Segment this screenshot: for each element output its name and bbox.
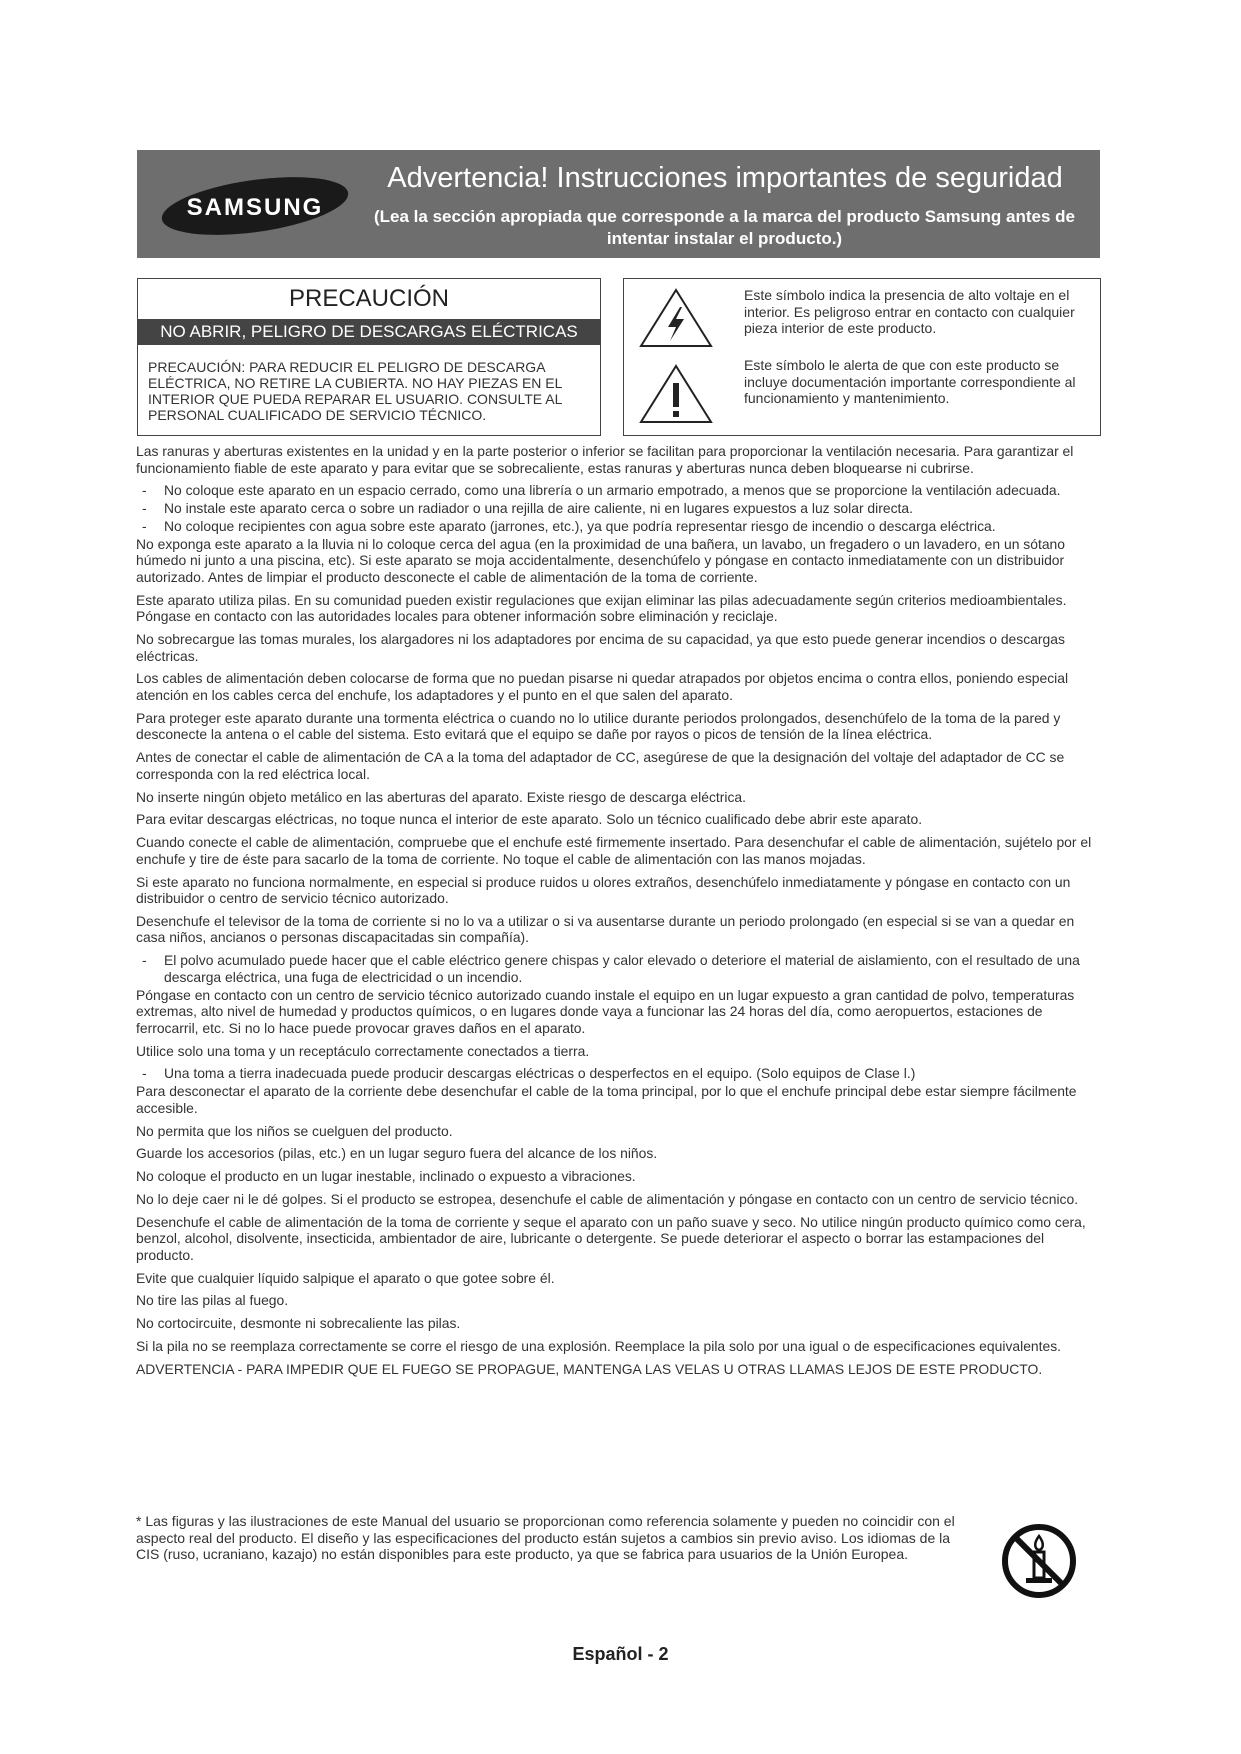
paragraph: Para proteger este aparato durante una tormenta eléctrica o cuando no lo utilice durante periodos prolongados, desenchúfelo de la toma de la pared y desconecte la antena o el cable del sistema. Esto evitará que el equipo se dañe por rayos o picos de tensión de la línea eléctrica.: [136, 709, 1061, 743]
paragraph: Cuando conecte el cable de alimentación, compruebe que el enchufe esté firmemente insertado. Para desenchufar el cable de alimentación, sujételo por el enchufe y tire de éste para sacarlo de la toma de corriente. No toque el cable de alimentación con las manos mojadas.: [136, 834, 1092, 867]
paragraph: Guarde los accesorios (pilas, etc.) en un lugar seguro fuera del alcance de los niños.: [136, 1145, 658, 1162]
paragraph: ADVERTENCIA - PARA IMPEDIR QUE EL FUEGO SE PROPAGUE, MANTENGA LAS VELAS U OTRAS LLAMAS LEJOS DE ESTE PRODUCTO.: [136, 1360, 1043, 1377]
voltage-symbol-row: [624, 279, 1100, 357]
paragraph: No exponga este aparato a la lluvia ni lo coloque cerca del agua (en la proximidad de una bañera, un lavabo, un fregadero o un lavadero, en un sótano húmedo ni junto a una piscina, etc). Si este aparato se moja accidentalmente, desenchúfelo y póngase en contacto inmediatamente con un distribuidor autorizado. Antes de limpiar el producto desconecte el cable de alimentación de la toma de corriente.: [136, 535, 1066, 585]
alert-symbol-row: [624, 357, 1100, 435]
caution-box: [137, 278, 601, 436]
paragraph: Los cables de alimentación deben colocarse de forma que no puedan pisarse ni quedar atrapados por objetos encima o contra ellos, poniendo especial atención en los cables cerca del enchufe, los adaptadores y el punto en el que salen del aparato.: [136, 670, 1069, 704]
paragraph: Este aparato utiliza pilas. En su comunidad pueden existir regulaciones que exijan eliminar las pilas adecuadamente según criterios medioambientales. Póngase en contacto con las autoridades locales para obtener información sobre eliminación y reciclaje.: [136, 591, 1067, 625]
high-voltage-icon: [638, 287, 714, 349]
paragraph: Antes de conectar el cable de alimentación de CA a la toma del adaptador de CC, asegúrese de que la designación del voltaje del adaptador de CC se corresponda con la red eléctrica local.: [136, 749, 1065, 782]
paragraph: No lo deje caer ni le dé golpes. Si el producto se estropea, desenchufe el cable de alimentación y póngase en contacto con un centro de servicio técnico.: [136, 1190, 1079, 1207]
alert-symbol-text: Este símbolo le alerta de que con este producto se incluye documentación importante correspondiente al funcionamiento y mantenimiento.: [744, 357, 1076, 406]
bullet-item: - No coloque este aparato en un espacio cerrado, como una librería o un armario empotrado, a menos que se proporcione la ventilación adecuada.: [136, 482, 1104, 499]
exclamation-warning-icon: [638, 363, 714, 425]
paragraph: Para evitar descargas eléctricas, no toque nunca el interior de este aparato. Solo un técnico cualificado debe abrir este aparato.: [136, 811, 923, 828]
paragraph: No coloque el producto en un lugar inestable, inclinado o expuesto a vibraciones.: [136, 1168, 636, 1185]
paragraph: No inserte ningún objeto metálico en las aberturas del aparato. Existe riesgo de descarga eléctrica.: [136, 788, 746, 805]
paragraph: Si la pila no se reemplaza correctamente se corre el riesgo de una explosión. Reemplace la pila solo por una igual o de especificaciones equivalentes.: [136, 1337, 1062, 1354]
page-title: Advertencia! Instrucciones importantes de seguridad: [387, 162, 1063, 194]
no-candle-icon: [1000, 1522, 1078, 1600]
paragraph: Las ranuras y aberturas existentes en la unidad y en la parte posterior o inferior se facilitan para proporcionar la ventilación necesaria. Para garantizar el funcionamiento fiable de este aparato y para evitar que se sobrecaliente, estas ranuras y aberturas nunca deben bloquearse ni cubrirse.: [136, 443, 1074, 476]
symbols-box: [623, 278, 1101, 436]
footnote: * Las figuras y las ilustraciones de este Manual del usuario se proporcionan como referencia solamente y pueden no coincidir con el aspecto real del producto. El diseño y las especificaciones del producto están sujetos a cambios sin previo aviso. Los idiomas de la CIS (ruso, ucraniano, kazajo) no están disponibles para este producto, ya que se fabrica para usuarios de la Unión Europea.: [136, 1513, 955, 1563]
page-subtitle: (Lea la sección apropiada que corresponde a la marca del producto Samsung antes de intentar instalar el producto.): [374, 207, 1075, 248]
page-number: Español - 2: [572, 1644, 669, 1664]
paragraph: Utilice solo una toma y un receptáculo correctamente conectados a tierra.: [136, 1042, 590, 1059]
caution-body: PRECAUCIÓN: PARA REDUCIR EL PELIGRO DE DESCARGA ELÉCTRICA, NO RETIRE LA CUBIERTA. NO HAY PIEZAS EN EL INTERIOR QUE PUEDA REPARAR EL USUARIO. CONSULTE AL PERSONAL CUALIFICADO DE SERVICIO TÉCNICO.: [148, 359, 562, 423]
header-banner: [137, 150, 1100, 258]
paragraph: Desenchufe el cable de alimentación de la toma de corriente y seque el aparato con un paño suave y seco. No utilice ningún producto químico como cera, benzol, alcohol, disolvente, insecticida, ambientador de aire, lubricante o detergente. Se puede deteriorar el aspecto o borrar las estampaciones del producto.: [136, 1213, 1086, 1263]
safety-instructions: [136, 443, 1104, 1384]
paragraph: Si este aparato no funciona normalmente, en especial si produce ruidos u olores extraños, desenchúfelo inmediatamente y póngase en contacto con un distribuidor o centro de servicio técnico autorizado.: [136, 873, 1071, 907]
paragraph: No sobrecargue las tomas murales, los alargadores ni los adaptadores por encima de su capacidad, ya que esto puede generar incendios o descargas eléctricas.: [136, 631, 1065, 664]
caution-title: PRECAUCIÓN: [288, 285, 450, 312]
samsung-logo: [159, 176, 351, 236]
bullet-item: - Una toma a tierra inadecuada puede producir descargas eléctricas o desperfectos en el equipo. (Solo equipos de Clase l.): [136, 1065, 1104, 1082]
bullet-item: - No instale este aparato cerca o sobre un radiador o una rejilla de aire caliente, ni en lugares expuestos a luz solar directa.: [136, 500, 1104, 517]
paragraph: Póngase en contacto con un centro de servicio técnico autorizado cuando instale el equipo en un lugar expuesto a gran cantidad de polvo, temperaturas extremas, alto nivel de humedad y productos químicos, o en lugares donde vaya a funcionar las 24 horas del día, como aeropuertos, estaciones de ferrocarril, etc. Si no lo hace puede provocar graves daños en el aparato.: [136, 986, 1075, 1036]
svg-text:SAMSUNG: SAMSUNG: [186, 194, 324, 221]
paragraph: No tire las pilas al fuego.: [136, 1292, 289, 1309]
paragraph: Para desconectar el aparato de la corriente debe desenchufar el cable de la toma principal, por lo que el enchufe principal debe estar siempre fácilmente accesible.: [136, 1083, 1077, 1116]
voltage-symbol-text: Este símbolo indica la presencia de alto voltaje en el interior. Es peligroso entrar en contacto con cualquier pieza interior de este producto.: [744, 287, 1075, 336]
paragraph: No cortocircuite, desmonte ni sobrecaliente las pilas.: [136, 1315, 461, 1332]
bullet-item: - El polvo acumulado puede hacer que el cable eléctrico genere chispas y calor elevado o deteriore el material de aislamiento, con el resultado de una descarga eléctrica, una fuga de electricidad o un incendio.: [136, 952, 1104, 985]
paragraph: Desenchufe el televisor de la toma de corriente si no lo va a utilizar o si va ausentarse durante un periodo prolongado (en especial si se van a quedar en casa niños, ancianos o personas discapacitadas sin compañía).: [136, 912, 1075, 946]
bullet-item: - No coloque recipientes con agua sobre este aparato (jarrones, etc.), ya que podría representar riesgo de incendio o descarga eléctrica.: [136, 518, 1104, 535]
paragraph: No permita que los niños se cuelguen del producto.: [136, 1122, 453, 1139]
paragraph: Evite que cualquier líquido salpique el aparato o que gotee sobre él.: [136, 1269, 555, 1286]
caution-bar: NO ABRIR, PELIGRO DE DESCARGAS ELÉCTRICAS: [138, 319, 600, 345]
